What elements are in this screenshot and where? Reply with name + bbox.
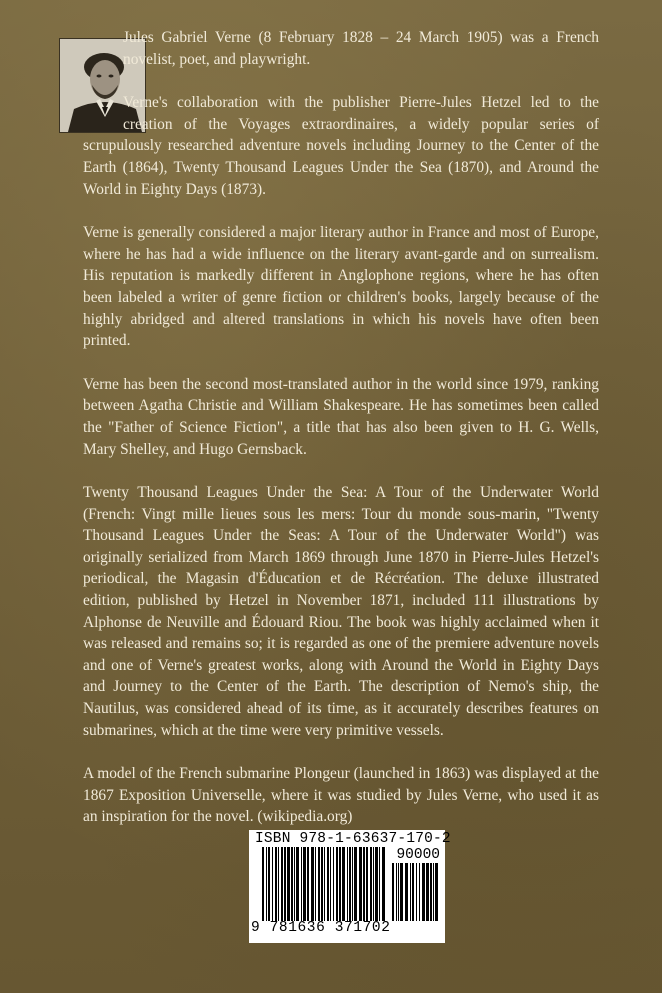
barcode-bar (398, 863, 399, 921)
barcode-bar (363, 847, 365, 921)
ean-digits: 9 781636 371702 (251, 920, 391, 936)
barcode-bar (379, 847, 380, 921)
barcode-bar (370, 847, 372, 921)
barcode-bar (333, 847, 334, 921)
barcode-bar (349, 847, 351, 921)
paragraph-plongeur: A model of the French submarine Plongeur (launched in 1863) was displayed at the 1867 Exposition Universelle, where it was studied by Jules Verne, who used it as an inspiration for the novel. (wikipedia.org) (83, 765, 599, 826)
barcode-bar (430, 863, 432, 921)
barcode-bar (324, 847, 325, 921)
cover-description (83, 27, 599, 850)
barcode-bar (318, 847, 320, 921)
barcode-bar (330, 847, 331, 921)
barcode-bar (419, 863, 420, 921)
barcode-bar (321, 847, 323, 921)
barcode-bar (405, 863, 408, 921)
barcode-bar (354, 847, 357, 921)
barcode-bar (433, 863, 434, 921)
barcode-bar (422, 863, 425, 921)
barcode-bar (416, 863, 417, 921)
barcode-bar (410, 863, 411, 921)
barcode-bar (336, 847, 338, 921)
barcode-bar (303, 847, 306, 921)
barcode-bar (266, 847, 267, 921)
barcode-bar (366, 847, 368, 921)
barcode-bar (272, 847, 273, 921)
isbn-label: ISBN 978-1-63637-170-2 (255, 831, 451, 847)
barcode-bar (375, 847, 378, 921)
barcode-bar (327, 847, 329, 921)
paragraph-twenty-thousand-leagues: Twenty Thousand Leagues Under the Sea: A Tour of the Underwater World (French: Vingt mille lieues sous les mers: Tour du monde sous-marin, "Twenty Thousand Leagues Under the Seas: A Tour of the Underwater World") was originally serialized from March 1869 through June 1870 in Pierre-Jules Hetzel's periodical, the Magasin d'Éducation et de Récréation. The deluxe illustrated edition, published by Hetzel in November 1871, included 111 illustrations by Alphonse de Neuville and Édouard Riou. The book was highly acclaimed when it was released and remains so; it is regarded as one of the premiere adventure novels and one of Verne's greatest works, along with Around the World in Eighty Days and Journey to the Center of the Earth. The description of Nemo's ship, the Nautilus, was considered ahead of its time, as it accurately describes features on submarines, which at the time were very primitive vessels. (83, 484, 599, 739)
addon-barcode-bars (392, 863, 440, 921)
barcode-bar (315, 847, 316, 921)
barcode-bar (262, 847, 264, 921)
barcode-bar (301, 847, 302, 921)
barcode-bar (412, 863, 414, 921)
paragraph-translation: Verne has been the second most-translated author in the world since 1979, ranking between Agatha Christie and William Shakespeare. He has sometimes been called the "Father of Science Fiction", a title that has also been given to H. G. Wells, Mary Shelley, and Hugo Gernsback. (83, 375, 599, 458)
barcode-bar (296, 847, 299, 921)
barcode-bar (400, 863, 403, 921)
barcode-bar (392, 863, 394, 921)
barcode-bar (373, 847, 374, 921)
paragraph-voyages: Verne's collaboration with the publisher Pierre-Jules Hetzel led to the creation of the Voyages extraordinaires, a widely popular series of scrupulously researched adventure novels including Journey to the Center of the Earth (1864), Twenty Thousand Leagues Under the Sea (1870), and Around the World in Eighty Days (1873). (83, 94, 599, 198)
barcode-bar (347, 847, 348, 921)
barcode-bar (435, 863, 438, 921)
barcode-bar (342, 847, 345, 921)
paragraph-intro: Jules Gabriel Verne (8 February 1828 – 24 March 1905) was a French novelist, poet, and playwright. (123, 29, 599, 68)
barcode-bar (284, 847, 286, 921)
barcode-bar (352, 847, 353, 921)
barcode-bar (382, 847, 385, 921)
barcode-bar (359, 847, 362, 921)
ean-barcode-bars (262, 847, 388, 921)
portrait-spacer (59, 27, 123, 132)
barcode-bar (294, 847, 295, 921)
barcode-bar (287, 847, 290, 921)
barcode-bar (278, 847, 279, 921)
barcode-bar (396, 863, 397, 921)
paragraph-reputation: Verne is generally considered a major literary author in France and most of Europe, where he has had a wide influence on the literary avant-garde and on surrealism. His reputation is markedly different in Anglophone regions, where he has often been labeled a writer of genre fiction or children's books, largely because of the highly abridged and altered translations in which his novels have often been printed. (83, 224, 599, 350)
isbn-barcode (249, 830, 451, 943)
price-code: 90000 (396, 847, 440, 863)
barcode-bar (281, 847, 283, 921)
barcode-bar (307, 847, 309, 921)
barcode-bar (291, 847, 293, 921)
barcode-bar (426, 863, 429, 921)
barcode-bar (339, 847, 341, 921)
barcode-bar (275, 847, 277, 921)
barcode-bar (311, 847, 314, 921)
barcode-bar (268, 847, 270, 921)
